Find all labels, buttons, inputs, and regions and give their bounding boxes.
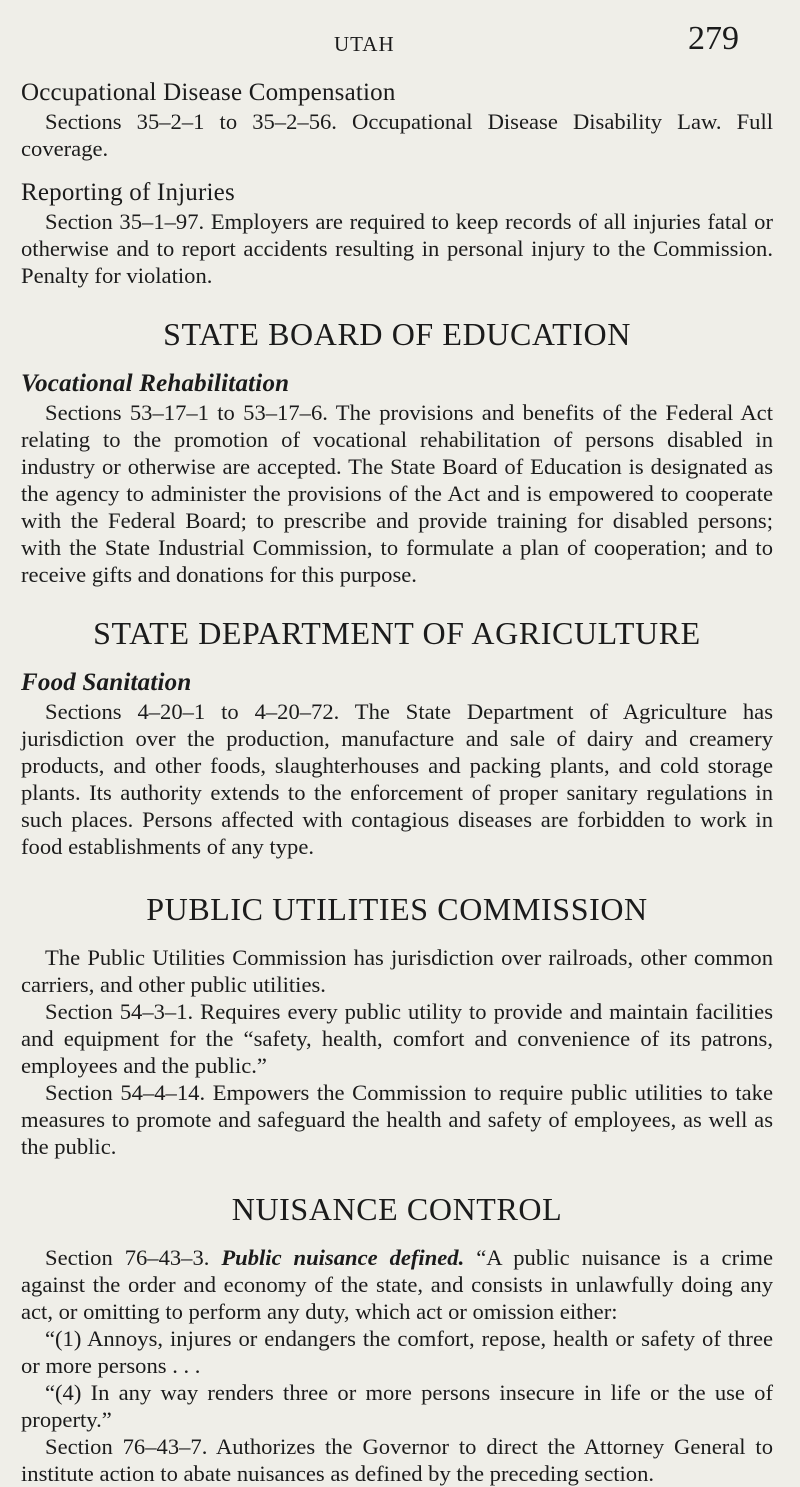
- paragraph-nuisance-clause-1: “(1) Annoys, injures or endangers the comfort, repose, health or safety of three or more persons . . .: [21, 1326, 773, 1378]
- subheading-occupational-disease: Occupational Disease Compensation: [21, 79, 396, 106]
- paragraph-occupational-disease: Sections 35–2–1 to 35–2–56. Occupational Disease Disability Law. Full coverage.: [21, 109, 773, 161]
- public-nuisance-defined: Public nuisance defined.: [221, 1245, 465, 1270]
- paragraph-nuisance-clause-4: “(4) In any way renders three or more persons insecure in life or the use of property.”: [21, 1380, 773, 1432]
- paragraph-section-76-43-7: Section 76–43–7. Authorizes the Governor to direct the Attorney General to institute action to abate nuisances as defined by the preceding section.: [21, 1434, 773, 1486]
- heading-public-utilities: PUBLIC UTILITIES COMMISSION: [146, 891, 648, 927]
- heading-state-board-education: STATE BOARD OF EDUCATION: [163, 316, 631, 352]
- paragraph-food-sanitation: Sections 4–20–1 to 4–20–72. The State Department of Agriculture has jurisdiction over the production, manufacture and sale of dairy and creamery products, and other foods, slaughterhouses and packing plants, and cold storage plants. Its authority extends to the enforcement of proper sanitary regulations in such places. Persons affected with contagious diseases are forbidden to work in food establishments of any type.: [21, 699, 773, 859]
- paragraph-vocational-rehabilitation: Sections 53–17–1 to 53–17–6. The provisions and benefits of the Federal Act relating to the promotion of vocational rehabilitation of persons disabled in industry or otherwise are accepted. The State Board of Education is designated as the agency to administer the provisions of the Act and is empowered to cooperate with the Federal Board; to prescribe and provide training for disabled persons; with the State Industrial Commission, to formulate a plan of cooperation; and to receive gifts and donations for this purpose.: [21, 400, 773, 587]
- paragraph-section-76-43-3: [21, 1244, 773, 1325]
- paragraph-reporting-injuries: Section 35–1–97. Employers are required to keep records of all injuries fatal or otherwise and to report accidents resulting in personal injury to the Commission. Penalty for violation.: [21, 209, 773, 288]
- public-nuisance-definition-text: “A public nuisance is a crime against the order and economy of the state, and consists in unlawfully doing any act, or omitting to perform any duty, which act or omission either:: [21, 1245, 773, 1324]
- heading-nuisance-control: NUISANCE CONTROL: [231, 1191, 563, 1227]
- running-title: UTAH: [334, 32, 395, 56]
- paragraph-section-54-3-1: Section 54–3–1. Requires every public utility to provide and maintain facilities and equipment for the “safety, health, comfort and convenience of its patrons, employees and the public.”: [21, 999, 773, 1078]
- running-head: [0, 18, 800, 68]
- page-number: 279: [688, 20, 739, 57]
- subheading-food-sanitation: Food Sanitation: [21, 669, 192, 696]
- paragraph-public-utilities-intro: The Public Utilities Commission has jurisdiction over railroads, other common carriers, and other public utilities.: [21, 945, 773, 997]
- subheading-reporting-injuries: Reporting of Injuries: [21, 179, 235, 206]
- page-body: [21, 78, 773, 1487]
- heading-state-dept-agriculture: STATE DEPARTMENT OF AGRICULTURE: [93, 615, 701, 651]
- section-number-76-43-3: Section 76–43–3.: [45, 1245, 222, 1270]
- subheading-vocational-rehabilitation: Vocational Rehabilitation: [21, 370, 290, 397]
- paragraph-section-54-4-14: Section 54–4–14. Empowers the Commission to require public utilities to take measures to promote and safeguard the health and safety of employees, as well as the public.: [21, 1080, 773, 1159]
